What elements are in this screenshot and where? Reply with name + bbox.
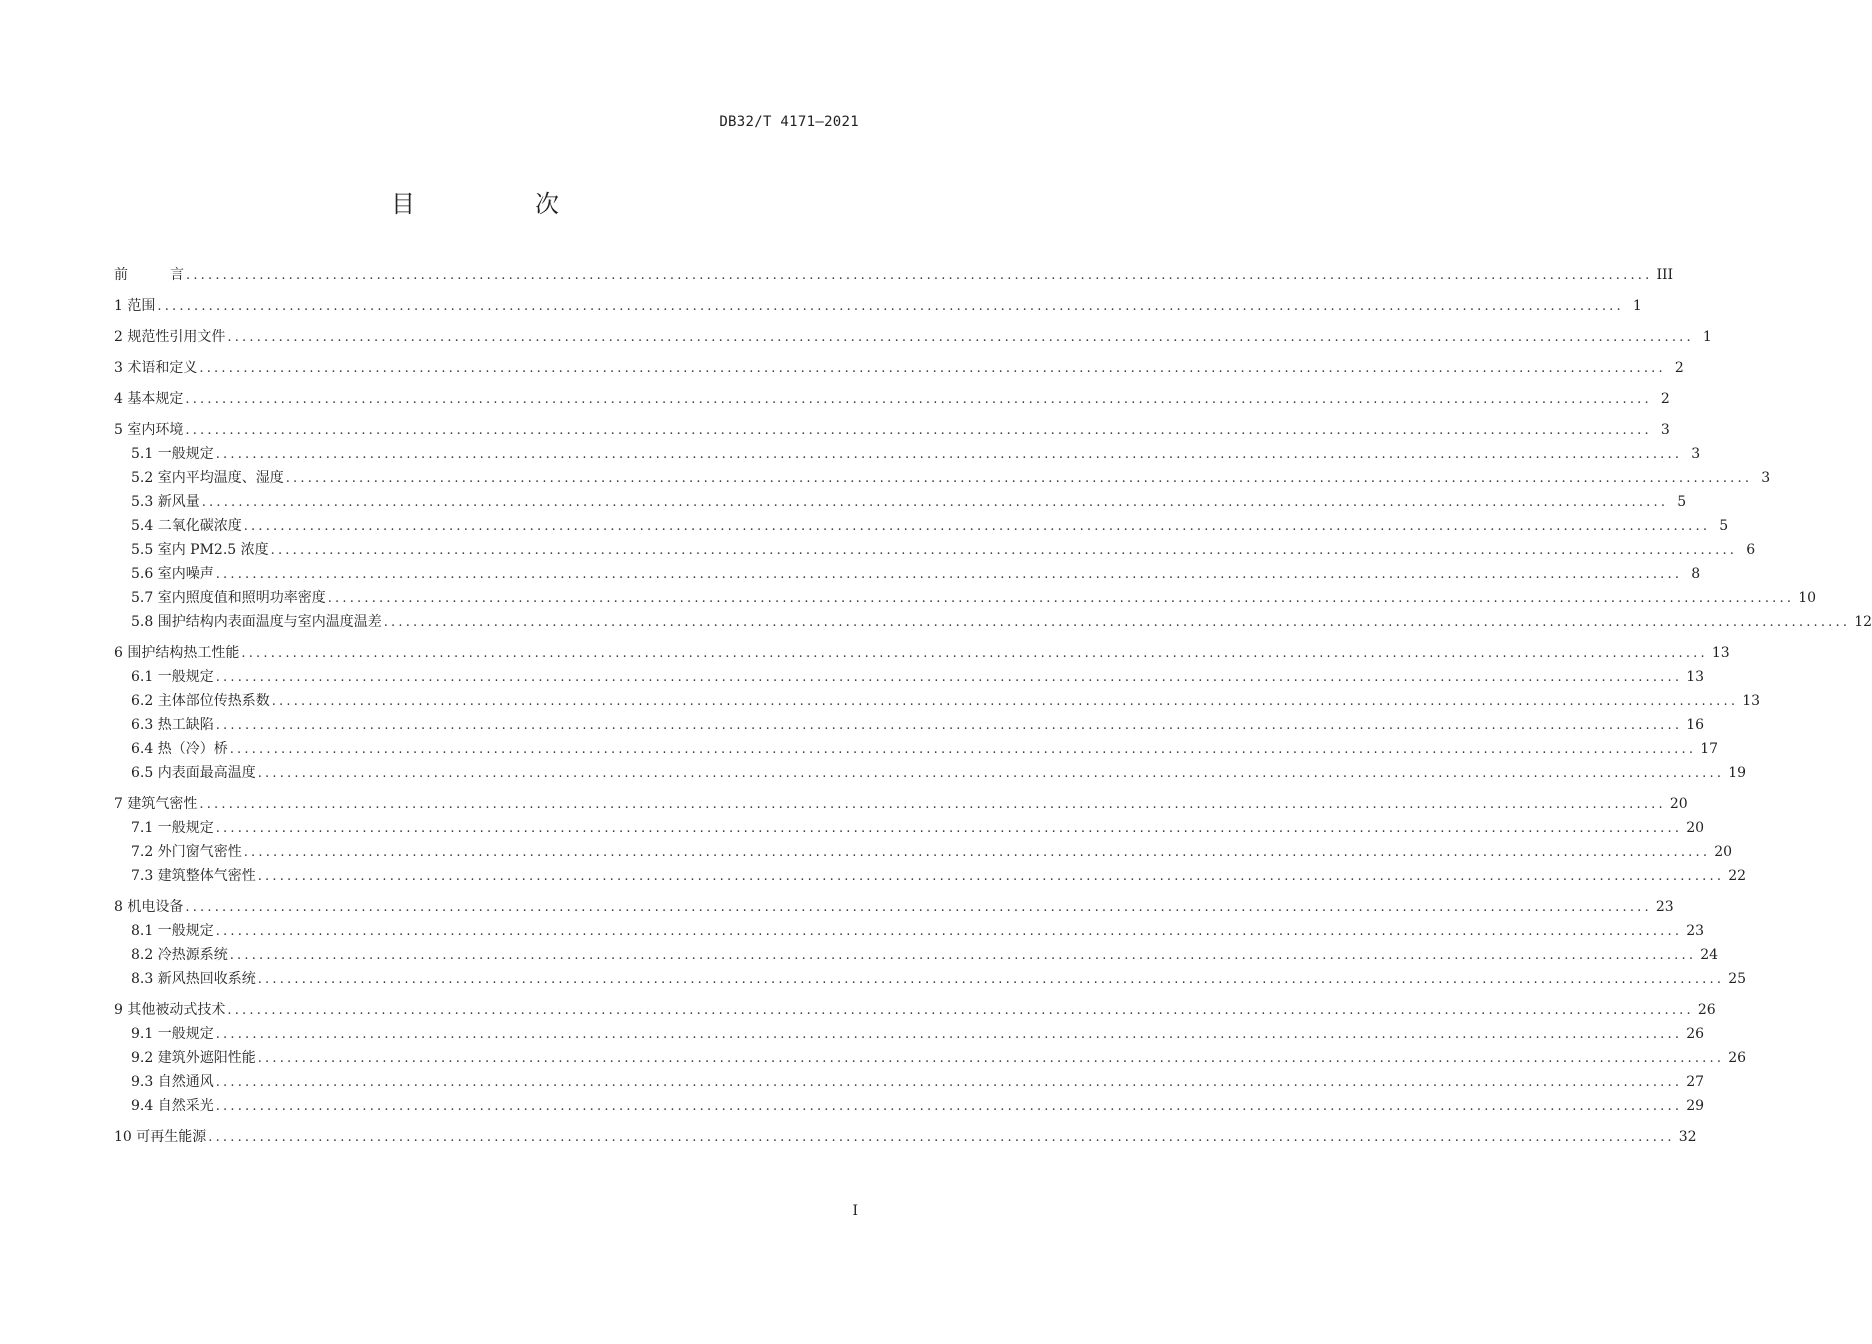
toc-entry-page: 13 xyxy=(1711,645,1730,661)
toc-entry-page: 24 xyxy=(1700,947,1719,963)
dot-leader: ........................................................................................................................................................................................................ xyxy=(257,1051,1725,1066)
toc-entry-label: 5.3 新风量 xyxy=(131,494,200,510)
page-number: I xyxy=(852,1203,858,1219)
toc-entry-label: 9 其他被动式技术 xyxy=(114,1002,226,1018)
toc-entry-label: 5.8 围护结构内表面温度与室内温度温差 xyxy=(131,614,382,630)
dot-leader: ........................................................................................................................................................................................................ xyxy=(208,1130,1675,1145)
toc-entry-label: 5 室内环境 xyxy=(114,422,184,438)
toc-entry[interactable] xyxy=(114,539,1756,563)
toc-entry-page: 3 xyxy=(1660,422,1670,438)
toc-entry-label: 6.4 热（冷）桥 xyxy=(131,741,228,757)
toc-entry[interactable] xyxy=(114,419,1670,443)
toc-entry-label: 10 可再生能源 xyxy=(114,1129,207,1145)
toc-entry-page: 13 xyxy=(1742,693,1761,709)
toc-entry[interactable] xyxy=(114,690,1761,714)
toc-entry-page: 26 xyxy=(1728,1050,1747,1066)
dot-leader: ........................................................................................................................................................................................................ xyxy=(185,423,1652,438)
toc-entry[interactable] xyxy=(114,326,1712,350)
toc-entry-label: 6.1 一般规定 xyxy=(131,669,214,685)
dot-leader: ........................................................................................................................................................................................................ xyxy=(257,869,1725,884)
toc-entry[interactable] xyxy=(114,793,1688,817)
toc-entry-page: 3 xyxy=(1691,446,1701,462)
dot-leader: ........................................................................................................................................................................................................ xyxy=(185,392,1652,407)
dot-leader: ........................................................................................................................................................................................................ xyxy=(215,1099,1683,1114)
dot-leader: ........................................................................................................................................................................................................ xyxy=(243,519,1711,534)
toc-entry[interactable] xyxy=(114,944,1719,968)
toc-entry-label: 5.4 二氧化碳浓度 xyxy=(131,518,242,534)
dot-leader: ........................................................................................................................................................................................................ xyxy=(199,361,1666,376)
toc-entry[interactable] xyxy=(114,642,1730,666)
toc-entry-page: 32 xyxy=(1678,1129,1697,1145)
toc-entry[interactable] xyxy=(114,1047,1747,1071)
dot-leader: ........................................................................................................................................................................................................ xyxy=(229,742,1697,757)
toc-entry[interactable] xyxy=(114,357,1684,381)
dot-leader: ........................................................................................................................................................................................................ xyxy=(215,924,1683,939)
toc-entry-label: 2 规范性引用文件 xyxy=(114,329,226,345)
toc-entry[interactable] xyxy=(114,968,1747,992)
toc-entry[interactable] xyxy=(114,467,1771,491)
dot-leader: ........................................................................................................................................................................................................ xyxy=(227,1003,1694,1018)
toc-entry-page: 23 xyxy=(1655,899,1674,915)
toc-entry[interactable] xyxy=(114,295,1642,319)
dot-leader: ........................................................................................................................................................................................................ xyxy=(215,821,1683,836)
toc-entry-page: 1 xyxy=(1632,298,1642,314)
dot-leader: ........................................................................................................................................................................................................ xyxy=(257,972,1725,987)
toc-entry-page: 3 xyxy=(1761,470,1771,486)
toc-entry-page: III xyxy=(1656,267,1674,283)
toc-entry[interactable] xyxy=(114,491,1687,515)
toc-entry-label: 6.5 内表面最高温度 xyxy=(131,765,256,781)
toc-entry-label: 9.1 一般规定 xyxy=(131,1026,214,1042)
dot-leader: ........................................................................................................................................................................................................ xyxy=(271,694,1739,709)
dot-leader: ........................................................................................................................................................................................................ xyxy=(215,1027,1683,1042)
toc-entry[interactable] xyxy=(114,865,1747,889)
toc-entry[interactable] xyxy=(114,841,1733,865)
toc-entry-label: 7.2 外门窗气密性 xyxy=(131,844,242,860)
toc-entry-page: 16 xyxy=(1686,717,1705,733)
toc-entry-page: 12 xyxy=(1854,614,1872,630)
toc-entry-page: 2 xyxy=(1660,391,1670,407)
toc-entry-label: 7 建筑气密性 xyxy=(114,796,198,812)
toc-entry[interactable] xyxy=(114,1126,1697,1150)
toc-entry-page: 13 xyxy=(1686,669,1705,685)
dot-leader: ........................................................................................................................................................................................................ xyxy=(243,845,1711,860)
toc-entry-page: 5 xyxy=(1719,518,1729,534)
dot-leader: ........................................................................................................................................................................................................ xyxy=(285,471,1753,486)
toc-entry-label: 8.2 冷热源系统 xyxy=(131,947,228,963)
toc-entry-page: 19 xyxy=(1728,765,1747,781)
dot-leader: ........................................................................................................................................................................................................ xyxy=(157,299,1624,314)
dot-leader: ........................................................................................................................................................................................................ xyxy=(257,766,1725,781)
toc-entry[interactable] xyxy=(114,738,1719,762)
toc-entry[interactable] xyxy=(114,264,1674,288)
toc-entry-label: 8.1 一般规定 xyxy=(131,923,214,939)
dot-leader: ........................................................................................................................................................................................................ xyxy=(215,567,1683,582)
toc-entry[interactable] xyxy=(114,896,1674,920)
dot-leader: ........................................................................................................................................................................................................ xyxy=(215,670,1683,685)
toc-entry[interactable] xyxy=(114,666,1705,690)
toc-entry-label: 5.5 室内 PM2.5 浓度 xyxy=(131,542,269,558)
toc-entry-label: 4 基本规定 xyxy=(114,391,184,407)
toc-entry-label: 前 言 xyxy=(114,267,184,283)
toc-entry-label: 5.2 室内平均温度、湿度 xyxy=(131,470,284,486)
toc-entry[interactable] xyxy=(114,611,1872,635)
toc-entry-label: 8.3 新风热回收系统 xyxy=(131,971,256,987)
toc-entry-page: 26 xyxy=(1697,1002,1716,1018)
toc-entry-page: 10 xyxy=(1798,590,1817,606)
page-title: 目 次 xyxy=(391,190,607,218)
toc-entry-page: 6 xyxy=(1746,542,1756,558)
dot-leader: ........................................................................................................................................................................................................ xyxy=(215,1075,1683,1090)
toc-entry[interactable] xyxy=(114,714,1705,738)
toc-entry-page: 5 xyxy=(1677,494,1687,510)
dot-leader: ........................................................................................................................................................................................................ xyxy=(215,718,1683,733)
toc-entry[interactable] xyxy=(114,762,1747,786)
toc-entry-label: 7.1 一般规定 xyxy=(131,820,214,836)
toc-entry-label: 3 术语和定义 xyxy=(114,360,198,376)
dot-leader: ........................................................................................................................................................................................................ xyxy=(201,495,1669,510)
toc-entry-label: 9.3 自然通风 xyxy=(131,1074,214,1090)
toc-entry-label: 6.2 主体部位传热系数 xyxy=(131,693,270,709)
dot-leader: ........................................................................................................................................................................................................ xyxy=(241,646,1708,661)
dot-leader: ........................................................................................................................................................................................................ xyxy=(215,447,1683,462)
toc-entry[interactable] xyxy=(114,563,1701,587)
toc-entry-label: 5.1 一般规定 xyxy=(131,446,214,462)
toc-entry[interactable] xyxy=(114,515,1729,539)
toc-entry[interactable] xyxy=(114,388,1670,412)
toc-entry[interactable] xyxy=(114,1023,1705,1047)
toc-entry-label: 6 围护结构热工性能 xyxy=(114,645,240,661)
toc-entry-label: 5.6 室内噪声 xyxy=(131,566,214,582)
toc-entry-label: 9.2 建筑外遮阳性能 xyxy=(131,1050,256,1066)
dot-leader: ........................................................................................................................................................................................................ xyxy=(227,330,1694,345)
toc-entry[interactable] xyxy=(114,999,1716,1023)
toc-entry-page: 29 xyxy=(1686,1098,1705,1114)
toc-entry-page: 27 xyxy=(1686,1074,1705,1090)
dot-leader: ........................................................................................................................................................................................................ xyxy=(327,591,1795,606)
toc-entry-page: 17 xyxy=(1700,741,1719,757)
toc-entry[interactable] xyxy=(114,1095,1705,1119)
toc-entry-label: 6.3 热工缺陷 xyxy=(131,717,214,733)
dot-leader: ........................................................................................................................................................................................................ xyxy=(229,948,1697,963)
toc-entry[interactable] xyxy=(114,587,1817,611)
toc-entry-page: 26 xyxy=(1686,1026,1705,1042)
toc-entry-page: 8 xyxy=(1691,566,1701,582)
toc-entry-label: 1 范围 xyxy=(114,298,156,314)
toc-entry-page: 23 xyxy=(1686,923,1705,939)
dot-leader: ........................................................................................................................................................................................................ xyxy=(186,268,1653,283)
toc-entry-page: 20 xyxy=(1714,844,1733,860)
dot-leader: ........................................................................................................................................................................................................ xyxy=(199,797,1666,812)
toc-entry[interactable] xyxy=(114,443,1701,467)
toc-entry-page: 20 xyxy=(1669,796,1688,812)
document-number: DB32/T 4171—2021 xyxy=(719,114,859,130)
toc-entry-label: 5.7 室内照度值和照明功率密度 xyxy=(131,590,326,606)
toc-entry-page: 20 xyxy=(1686,820,1705,836)
dot-leader: ........................................................................................................................................................................................................ xyxy=(185,900,1652,915)
toc-entry[interactable] xyxy=(114,920,1705,944)
table-of-contents xyxy=(114,264,1872,1150)
toc-entry-page: 1 xyxy=(1702,329,1712,345)
toc-entry-label: 8 机电设备 xyxy=(114,899,184,915)
dot-leader: ........................................................................................................................................................................................................ xyxy=(270,543,1738,558)
toc-entry-page: 2 xyxy=(1674,360,1684,376)
toc-entry-page: 25 xyxy=(1728,971,1747,987)
toc-entry[interactable] xyxy=(114,817,1705,841)
dot-leader: ........................................................................................................................................................................................................ xyxy=(383,615,1851,630)
toc-entry-label: 9.4 自然采光 xyxy=(131,1098,214,1114)
toc-entry-label: 7.3 建筑整体气密性 xyxy=(131,868,256,884)
toc-entry-page: 22 xyxy=(1728,868,1747,884)
toc-entry[interactable] xyxy=(114,1071,1705,1095)
